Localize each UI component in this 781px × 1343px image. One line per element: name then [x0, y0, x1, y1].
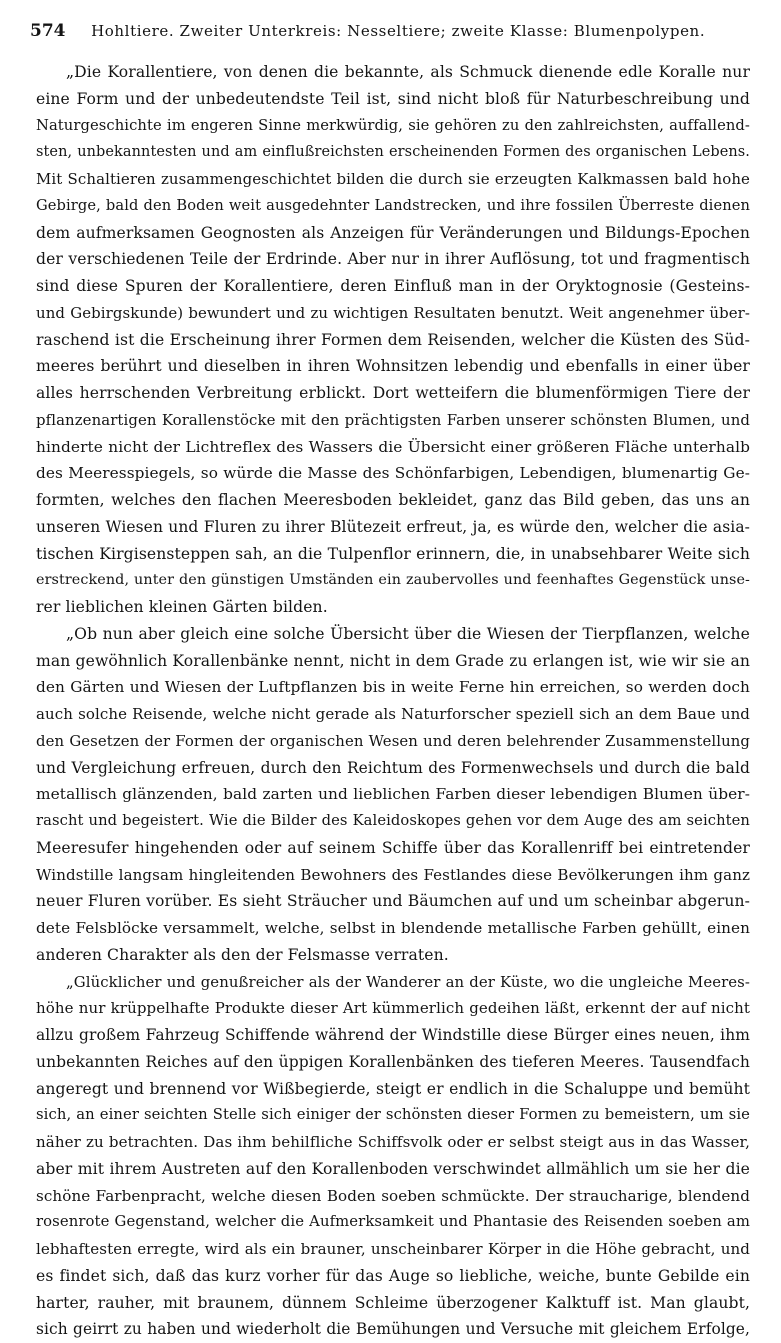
text-line: Gebirge, bald den Boden weit ausgedehnter Landstrecken, und ihre fossilen Überreste dienen: [36, 196, 750, 214]
text-line: höhe nur krüppelhafte Produkte dieser Art kümmerlich gedeihen läßt, erkennt der auf nicht: [36, 999, 750, 1018]
text-line: formten, welches den flachen Meeresboden bekleidet, ganz das Bild geben, das uns an: [36, 491, 750, 509]
text-line: neuer Fluren vorüber. Es sieht Sträucher und Bäumchen auf und um scheinbar abgerun-: [36, 892, 750, 911]
text-line: lebhaftesten erregte, wird als ein brauner, unscheinbarer Körper in die Höhe gebracht, und: [36, 1240, 750, 1258]
text-line: dem aufmerksamen Geognosten als Anzeigen für Veränderungen und Bildungs-Epochen: [36, 223, 750, 242]
text-line: tischen Kirgisensteppen sah, an die Tulpenflor erinnern, die, in unabsehbarer Weite sich: [36, 544, 750, 563]
text-line: harter, rauher, mit braunem, dünnem Schleime überzogener Kalktuff ist. Man glaubt,: [36, 1293, 750, 1312]
text-line: sich geirrt zu haben und wiederholt die Bemühungen und Versuche mit gleichem Erfolge,: [36, 1320, 750, 1339]
text-line: eine Form und der unbedeutendste Teil ist, sind nicht bloß für Naturbeschreibung und: [36, 89, 750, 108]
text-line: des Meeresspiegels, so würde die Masse des Schönfarbigen, Lebendigen, blumenartig Ge-: [36, 464, 750, 483]
text-line: man gewöhnlich Korallenbänke nennt, nicht in dem Grade zu erlangen ist, wie wir sie an: [36, 651, 750, 670]
text-line: Mit Schaltieren zusammengeschichtet bilden die durch sie erzeugten Kalkmassen bald hohe: [36, 170, 750, 188]
text-line: alles herrschenden Verbreitung erblickt. Dort wetteifern die blumenförmigen Tiere der: [36, 384, 750, 402]
running-head-title: Hohltiere. Zweiter Unterkreis: Nesseltiere; zweite Klasse: Blumenpolypen.: [91, 22, 706, 40]
text-line: sten, unbekanntesten und am einflußreichsten erscheinenden Formen des organischen Lebens.: [36, 144, 750, 161]
page-number: 574: [30, 21, 66, 41]
text-line: Naturgeschichte im engeren Sinne merkwürdig, sie gehören zu den zahlreichsten, auffallend-: [36, 116, 750, 134]
text-line: angeregt und brennend vor Wißbegierde, steigt er endlich in die Schaluppe und bemüht: [36, 1079, 750, 1098]
text-line: rosenrote Gegenstand, welcher die Aufmerksamkeit und Phantasie des Reisenden soeben am: [36, 1213, 750, 1231]
text-line: pflanzenartigen Korallenstöcke mit den prächtigsten Farben unserer schönsten Blumen, und: [36, 410, 750, 429]
text-line: den Gesetzen der Formen der organischen Wesen und deren belehrender Zusammenstellung: [36, 731, 750, 750]
text-line: dete Felsblöcke versammelt, welche, selbst in blendende metallische Farben gehüllt, einen: [36, 919, 750, 937]
text-line: allzu großem Fahrzeug Schiffende während der Windstille diese Bürger eines neuen, ihm: [36, 1026, 750, 1044]
text-line: unseren Wiesen und Fluren zu ihrer Blütezeit erfreut, ja, es würde den, welcher die asia-: [36, 517, 750, 536]
text-line: den Gärten und Wiesen der Luftpflanzen bis in weite Ferne hin erreichen, so werden doch: [36, 678, 750, 697]
running-head: [30, 16, 750, 46]
text-line: „Die Korallentiere, von denen die bekannte, als Schmuck dienende edle Koralle nur: [66, 63, 750, 81]
text-line: näher zu betrachten. Das ihm behilfliche Schiffsvolk oder er selbst steigt aus in das Wasser,: [36, 1133, 750, 1151]
text-line: und Vergleichung erfreuen, durch den Reichtum des Formenwechsels und durch die bald: [36, 758, 750, 777]
text-line: Meeresufer hingehenden oder auf seinem Schiffe über das Korallenriff bei eintretender: [36, 838, 750, 857]
text-line: der verschiedenen Teile der Erdrinde. Aber nur in ihrer Auflösung, tot und fragmentisch: [36, 250, 750, 269]
text-line: rascht und begeistert. Wie die Bilder des Kaleidoskopes gehen vor dem Auge des am seichten: [36, 812, 750, 829]
text-line: unbekannten Reiches auf den üppigen Korallenbänken des tieferen Meeres. Tausendfach: [36, 1052, 750, 1071]
body-text: [36, 59, 750, 1343]
text-line: aber mit ihrem Austreten auf den Korallenboden verschwindet allmählich um sie her die: [36, 1159, 750, 1178]
text-line: Windstille langsam hingleitenden Bewohners des Festlandes diese Bevölkerungen ihm ganz: [36, 865, 750, 884]
text-line: auch solche Reisende, welche nicht gerade als Naturforscher speziell sich an dem Baue und: [36, 705, 750, 723]
text-line: rer lieblichen kleinen Gärten bilden.: [36, 598, 328, 616]
text-line: erstreckend, unter den günstigen Umständen ein zaubervolles und feenhaftes Gegenstück unse-: [36, 572, 750, 589]
text-line: „Ob nun aber gleich eine solche Übersicht über die Wiesen der Tierpflanzen, welche: [66, 624, 750, 643]
text-line: „Glücklicher und genußreicher als der Wanderer an der Küste, wo die ungleiche Meeres-: [66, 972, 750, 991]
text-line: es findet sich, daß das kurz vorher für das Auge so liebliche, weiche, bunte Gebilde ein: [36, 1266, 750, 1285]
text-line: anderen Charakter als den der Felsmasse verraten.: [36, 945, 449, 964]
text-line: sind diese Spuren der Korallentiere, deren Einfluß man in der Oryktognosie (Gesteins-: [36, 277, 750, 295]
text-line: raschend ist die Erscheinung ihrer Formen dem Reisenden, welcher die Küsten des Süd-: [36, 330, 750, 349]
text-line: hinderte nicht der Lichtreflex des Wassers die Übersicht einer größeren Fläche unterhalb: [36, 437, 750, 456]
text-line: meeres berührt und dieselben in ihren Wohnsitzen lebendig und ebenfalls in einer über: [36, 357, 750, 376]
text-line: sich, an einer seichten Stelle sich einiger der schönsten dieser Formen zu bemeistern, um sie: [36, 1106, 750, 1124]
text-line: metallisch glänzenden, bald zarten und lieblichen Farben dieser lebendigen Blumen über-: [36, 785, 750, 804]
text-line: und Gebirgskunde) bewundert und zu wichtigen Resultaten benutzt. Weit angenehmer über-: [36, 303, 750, 322]
text-line: schöne Farbenpracht, welche diesen Boden soeben schmückte. Der straucharige, blendend: [36, 1186, 750, 1205]
